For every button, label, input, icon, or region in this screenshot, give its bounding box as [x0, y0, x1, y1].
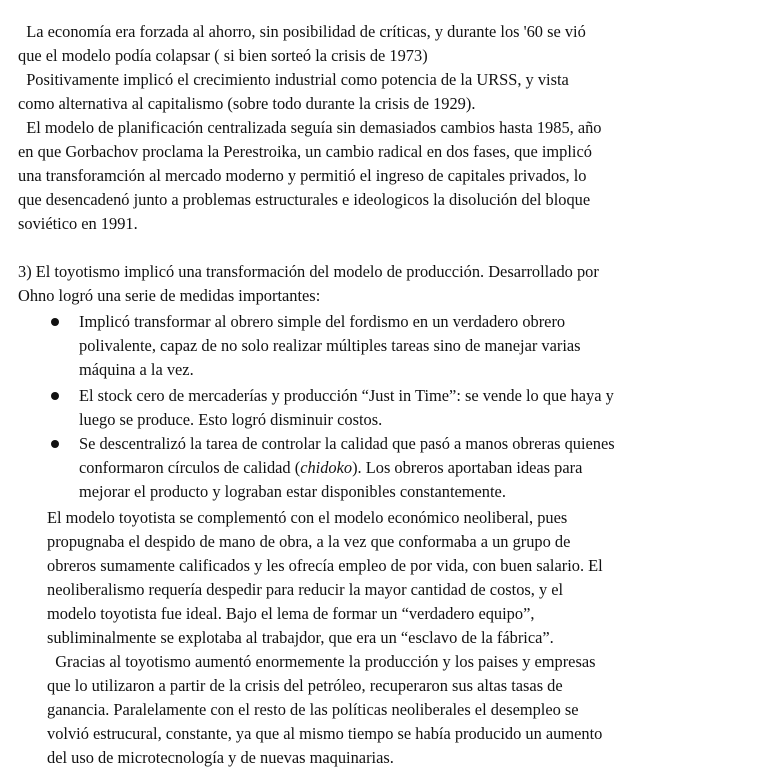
text-line: Positivamente implicó el crecimiento industrial como potencia de la URSS, y vista [18, 70, 569, 89]
text-line: Implicó transformar al obrero simple del fordismo en un verdadero obrero [79, 312, 566, 331]
text-line: La economía era forzada al ahorro, sin posibilidad de críticas, y durante los '60 se vió [18, 22, 586, 41]
text-line: Se descentralizó la tarea de controlar la calidad que pasó a manos obreras quienes [79, 434, 615, 453]
text-line: que el modelo podía colapsar ( si bien sorteó la crisis de 1973) [18, 46, 428, 65]
text-line: modelo toyotista fue ideal. Bajo el lema de formar un “verdadero equipo”, [47, 604, 535, 623]
text-line: máquina a la vez. [79, 360, 194, 379]
text-line: una transforamción al mercado moderno y permitió el ingreso de capitales privados, lo [18, 166, 587, 185]
text-line: Ohno logró una serie de medidas importantes: [18, 286, 321, 305]
text-line: El modelo toyotista se complementó con el modelo económico neoliberal, pues [47, 508, 568, 527]
text-line: polivalente, capaz de no solo realizar múltiples tareas sino de manejar varias [79, 336, 581, 355]
bullet-icon [51, 318, 59, 326]
text-line: 3) El toyotismo implicó una transformación del modelo de producción. Desarrollado por [18, 262, 599, 281]
text-line: como alternativa al capitalismo (sobre todo durante la crisis de 1929). [18, 94, 476, 113]
bullet-icon [51, 440, 59, 448]
bullet-icon [51, 392, 59, 400]
text-line: El modelo de planificación centralizada seguía sin demasiados cambios hasta 1985, año [18, 118, 602, 137]
text-line: luego se produce. Esto logró disminuir costos. [79, 410, 383, 429]
italic-term: chidoko [300, 458, 353, 477]
text-line [79, 456, 582, 480]
text-line: mejorar el producto y lograban estar disponibles constantemente. [79, 482, 506, 501]
text-line: subliminalmente se explotaba al trabajdor, que era un “esclavo de la fábrica”. [47, 628, 554, 647]
text-line: El stock cero de mercaderías y producción “Just in Time”: se vende lo que haya y [79, 386, 614, 405]
text-line: soviético en 1991. [18, 214, 138, 233]
text-run: ). Los obreros aportaban ideas para [352, 458, 583, 477]
text-line: volvió estrucural, constante, ya que al mismo tiempo se había producido un aumento [47, 724, 603, 743]
text-line: del uso de microtecnología y de nuevas maquinarias. [47, 748, 394, 767]
text-line: que lo utilizaron a partir de la crisis del petróleo, recuperaron sus altas tasas de [47, 676, 563, 695]
text-line: Gracias al toyotismo aumentó enormemente la producción y los paises y empresas [47, 652, 596, 671]
text-run: conformaron círculos de calidad ( [79, 458, 301, 477]
text-line: obreros sumamente calificados y les ofrecía empleo de por vida, con buen salario. El [47, 556, 603, 575]
text-line: ganancia. Paralelamente con el resto de las políticas neoliberales el desempleo se [47, 700, 579, 719]
text-line: neoliberalismo requería despedir para reducir la mayor cantidad de costos, y el [47, 580, 564, 599]
text-line: en que Gorbachov proclama la Perestroika, un cambio radical en dos fases, que implicó [18, 142, 592, 161]
text-line: propugnaba el despido de mano de obra, a la vez que conformaba a un grupo de [47, 532, 571, 551]
text-line: que desencadenó junto a problemas estructurales e ideologicos la disolución del bloque [18, 190, 591, 209]
